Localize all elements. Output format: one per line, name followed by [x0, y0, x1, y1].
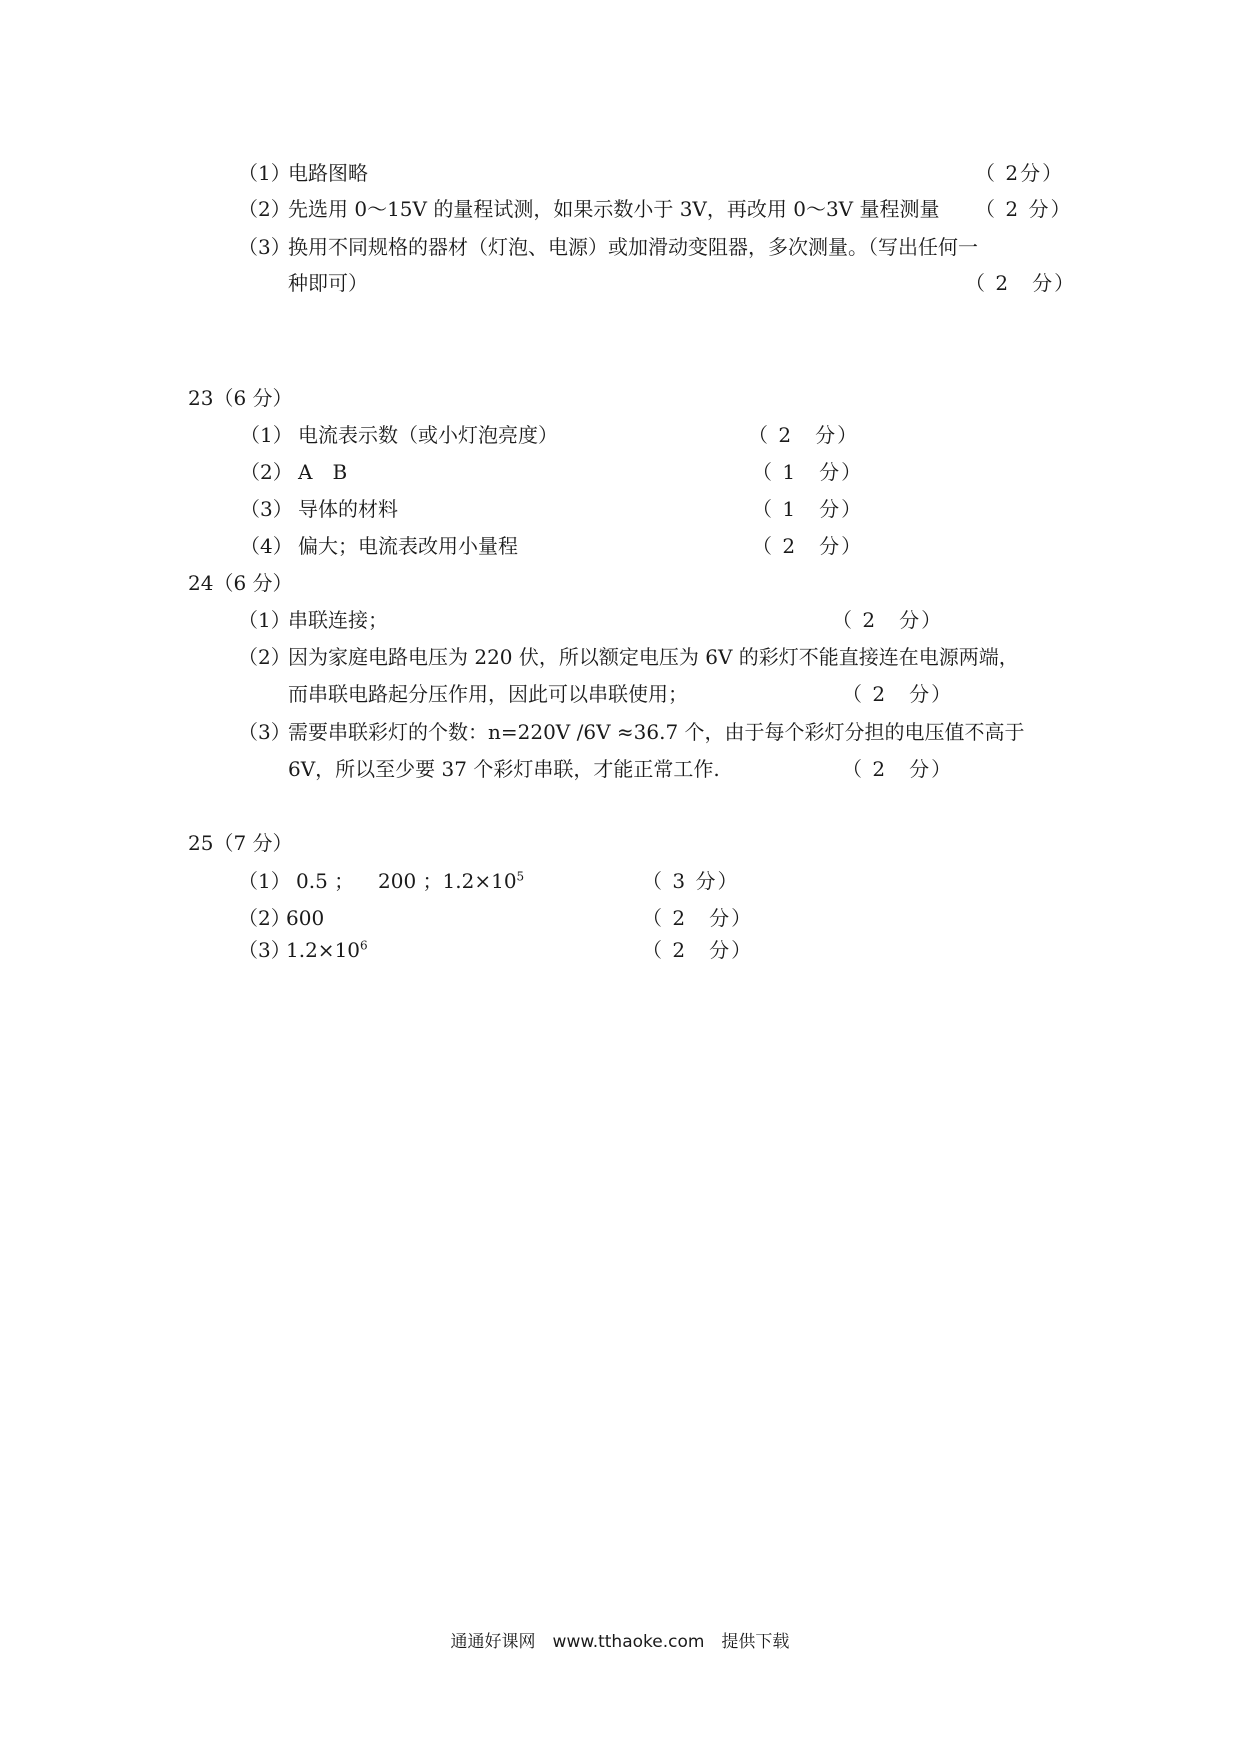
q24-p2-label: （2）: [238, 645, 291, 669]
q22-p3-line1: 换用不同规格的器材（灯泡、电源）或加滑动变阻器，多次测量。（写出任何一: [288, 235, 978, 259]
q22-p1-text: 电路图略: [288, 161, 368, 185]
q24-p1-label: （1）: [238, 608, 291, 632]
q24-p1-score: （ 2 分）: [832, 608, 944, 632]
q23-item-1-label: （1）: [240, 423, 293, 447]
q22-p3-line2: 种即可）: [288, 271, 368, 295]
q25-p3-label: （3）: [238, 938, 291, 962]
q24-p1-text: 串联连接；: [288, 608, 388, 632]
q25-header: 25（7 分）: [188, 831, 293, 855]
q24-p3-label: （3）: [238, 720, 291, 744]
q25-p3-answer: [286, 937, 368, 963]
q22-p2-label: （2）: [238, 197, 291, 221]
q25-p3-answer-base: 1.2×10: [286, 938, 361, 962]
q24-p2-line1: 因为家庭电路电压为 220 伏，所以额定电压为 6V 的彩灯不能直接连在电源两端，: [288, 645, 1019, 669]
q24-p3-line2: 6V，所以至少要 37 个彩灯串联，才能正常工作.: [288, 757, 720, 781]
q25-p1-answer-b: [378, 868, 524, 894]
q24-p2-line2: 而串联电路起分压作用，因此可以串联使用；: [288, 682, 688, 706]
q22-p1-score: （ 2分）: [975, 161, 1065, 185]
q22-p3-label: （3）: [238, 235, 291, 259]
q25-p2-text: 600: [286, 906, 325, 930]
q22-p2-score: （ 2 分）: [975, 197, 1073, 221]
q23-item-4-label: （4）: [240, 534, 293, 558]
q24-p2-score: （ 2 分）: [842, 682, 954, 706]
q22-p1-label: （1）: [238, 161, 291, 185]
q23-item-3-score: （ 1 分）: [752, 497, 864, 521]
q23-item-2-score: （ 1 分）: [752, 460, 864, 484]
q23-item-3-text: 导体的材料: [298, 497, 398, 521]
q24-p3-line1: 需要串联彩灯的个数：n=220V /6V ≈36.7 个，由于每个彩灯分担的电压值不高于: [288, 720, 1025, 744]
q25-p2-label: （2）: [238, 906, 291, 930]
q23-item-3-label: （3）: [240, 497, 293, 521]
q22-p3-score: （ 2 分）: [965, 271, 1077, 295]
q24-p3-score: （ 2 分）: [842, 757, 954, 781]
q24-header: 24（6 分）: [188, 571, 293, 595]
q22-p2-text: 先选用 0～15V 的量程试测，如果示数小于 3V，再改用 0～3V 量程测量: [288, 197, 940, 221]
q25-p1-score: （ 3 分）: [642, 869, 740, 893]
q25-p1-answer-b-base: 200 ；1.2×10: [378, 869, 517, 893]
q25-p3-score: （ 2 分）: [642, 938, 754, 962]
footer-credit: 通通好课网 www.tthaoke.com 提供下载: [450, 1632, 790, 1652]
q23-item-4-score: （ 2 分）: [752, 534, 864, 558]
q25-p1-answer-b-exp: 5: [516, 869, 525, 884]
q25-p1-label: （1）: [238, 869, 291, 893]
q25-p3-answer-exp: 6: [360, 938, 368, 953]
q23-item-1-score: （ 2 分）: [748, 423, 860, 447]
q23-item-4-text: 偏大；电流表改用小量程: [298, 534, 518, 558]
q25-p2-score: （ 2 分）: [642, 906, 754, 930]
q23-item-2-label: （2）: [240, 460, 293, 484]
q25-p1-answer-a: 0.5 ；: [296, 869, 355, 893]
q23-header: 23（6 分）: [188, 386, 293, 410]
q23-item-1-text: 电流表示数（或小灯泡亮度）: [298, 423, 558, 447]
q23-item-2-text: A B: [298, 460, 348, 484]
